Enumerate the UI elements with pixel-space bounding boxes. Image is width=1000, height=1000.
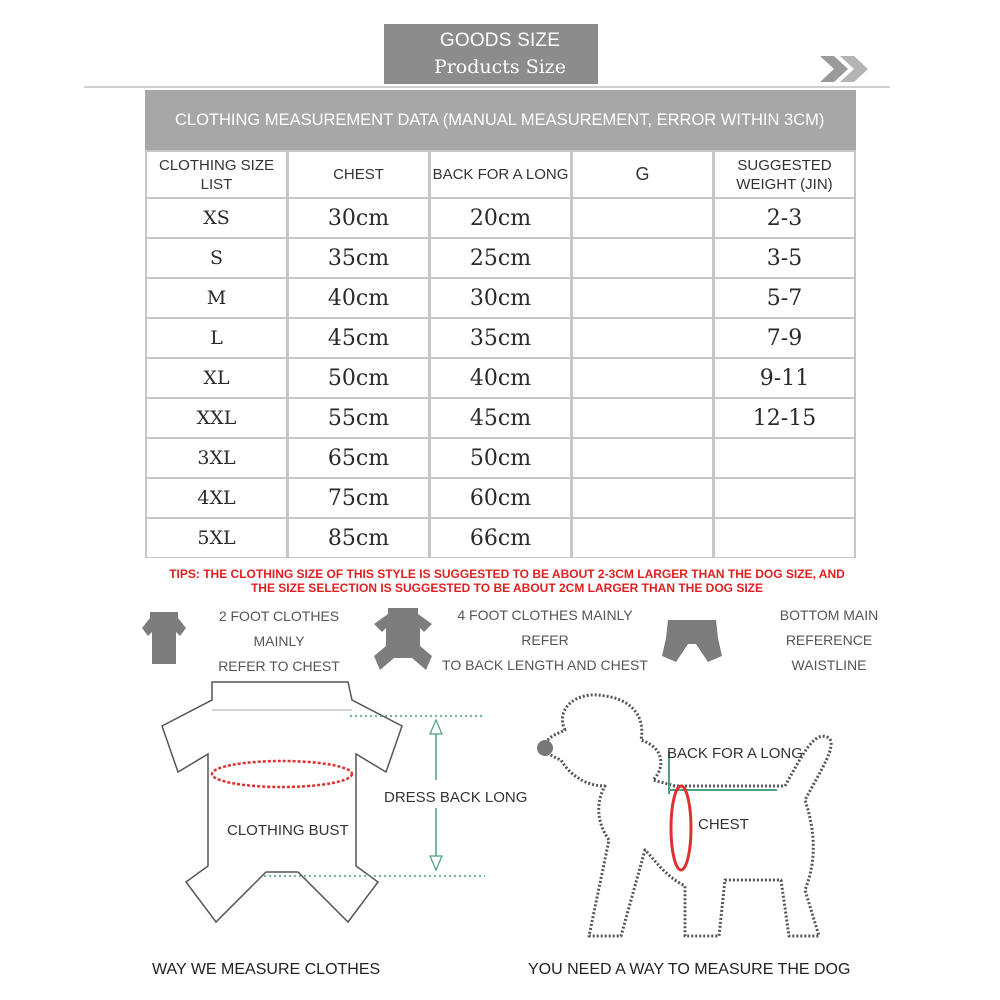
header-weight: SUGGESTED WEIGHT (JIN) — [715, 152, 854, 197]
cell-weight: 3-5 — [715, 239, 854, 277]
bottom-note-line-2: WAISTLINE — [791, 657, 867, 673]
header-size: CLOTHING SIZE LIST — [147, 152, 286, 197]
header-divider — [84, 86, 890, 88]
header-subtitle: Products Size — [433, 56, 567, 78]
clothes-measure-diagram — [150, 676, 510, 946]
back-for-a-long-label: BACK FOR A LONG — [667, 745, 803, 762]
cell-weight — [715, 519, 854, 557]
cell-back: 25cm — [431, 239, 570, 277]
cell-weight: 9-11 — [715, 359, 854, 397]
cell-size: XS — [147, 199, 286, 237]
cell-g — [573, 359, 712, 397]
two-foot-note-line-2: REFER TO CHEST — [218, 658, 340, 674]
four-foot-note-line-1: 4 FOOT CLOTHES MAINLY REFER — [457, 607, 633, 648]
chest-label: CHEST — [698, 816, 749, 833]
table-caption: CLOTHING MEASUREMENT DATA (MANUAL MEASUREMENT, ERROR WITHIN 3CM) — [145, 90, 856, 150]
caption-measure-dog: YOU NEED A WAY TO MEASURE THE DOG — [528, 961, 851, 978]
cell-size: S — [147, 239, 286, 277]
cell-chest: 85cm — [289, 519, 428, 557]
cell-size: XL — [147, 359, 286, 397]
cell-g — [573, 199, 712, 237]
cell-g — [573, 279, 712, 317]
dog-measure-diagram — [525, 690, 855, 950]
cell-size: 3XL — [147, 439, 286, 477]
cell-back: 60cm — [431, 479, 570, 517]
tips-text — [150, 567, 864, 595]
two-foot-clothes-icon — [140, 610, 188, 666]
cell-chest: 35cm — [289, 239, 428, 277]
header-chest: CHEST — [289, 152, 428, 197]
cell-size: M — [147, 279, 286, 317]
cell-weight — [715, 479, 854, 517]
header-back: BACK FOR A LONG — [431, 152, 570, 197]
cell-weight: 7-9 — [715, 319, 854, 357]
cell-g — [573, 399, 712, 437]
cell-back: 20cm — [431, 199, 570, 237]
bottom-clothes-icon — [660, 618, 724, 664]
cell-size: XXL — [147, 399, 286, 437]
cell-back: 40cm — [431, 359, 570, 397]
cell-back: 66cm — [431, 519, 570, 557]
cell-g — [573, 239, 712, 277]
cell-size: L — [147, 319, 286, 357]
cell-weight — [715, 439, 854, 477]
cell-chest: 45cm — [289, 319, 428, 357]
cell-weight: 12-15 — [715, 399, 854, 437]
cell-g — [573, 479, 712, 517]
clothing-bust-label: CLOTHING BUST — [227, 822, 349, 839]
cell-weight: 2-3 — [715, 199, 854, 237]
caption-measure-clothes: WAY WE MEASURE CLOTHES — [152, 961, 381, 978]
cell-chest: 75cm — [289, 479, 428, 517]
tips-line-1: TIPS: THE CLOTHING SIZE OF THIS STYLE IS SUGGESTED TO BE ABOUT 2-3CM LARGER THAN THE DOG SIZE, AND — [169, 567, 845, 581]
two-foot-note-line-1: 2 FOOT CLOTHES MAINLY — [218, 608, 340, 649]
cell-size: 4XL — [147, 479, 286, 517]
cell-chest: 50cm — [289, 359, 428, 397]
bottom-note — [736, 603, 922, 678]
cell-chest: 40cm — [289, 279, 428, 317]
cell-back: 45cm — [431, 399, 570, 437]
dress-back-long-label: DRESS BACK LONG — [384, 789, 528, 806]
four-foot-note — [440, 603, 650, 678]
cell-g — [573, 519, 712, 557]
cell-back: 35cm — [431, 319, 570, 357]
tips-line-2: THE SIZE SELECTION IS SUGGESTED TO BE ABOUT 2CM LARGER THAN THE DOG SIZE — [250, 581, 764, 595]
bottom-note-line-1: BOTTOM MAIN REFERENCE — [779, 607, 879, 648]
cell-g — [573, 319, 712, 357]
cell-g — [573, 439, 712, 477]
cell-chest: 65cm — [289, 439, 428, 477]
cell-back: 30cm — [431, 279, 570, 317]
four-foot-note-line-2: TO BACK LENGTH AND CHEST — [442, 657, 648, 673]
header-g: G — [573, 152, 712, 197]
cell-size: 5XL — [147, 519, 286, 557]
cell-chest: 55cm — [289, 399, 428, 437]
cell-chest: 30cm — [289, 199, 428, 237]
cell-weight: 5-7 — [715, 279, 854, 317]
four-foot-clothes-icon — [370, 606, 436, 672]
header-title: GOODS SIZE — [439, 30, 561, 51]
chevron-double-right-icon — [818, 54, 872, 84]
cell-back: 50cm — [431, 439, 570, 477]
